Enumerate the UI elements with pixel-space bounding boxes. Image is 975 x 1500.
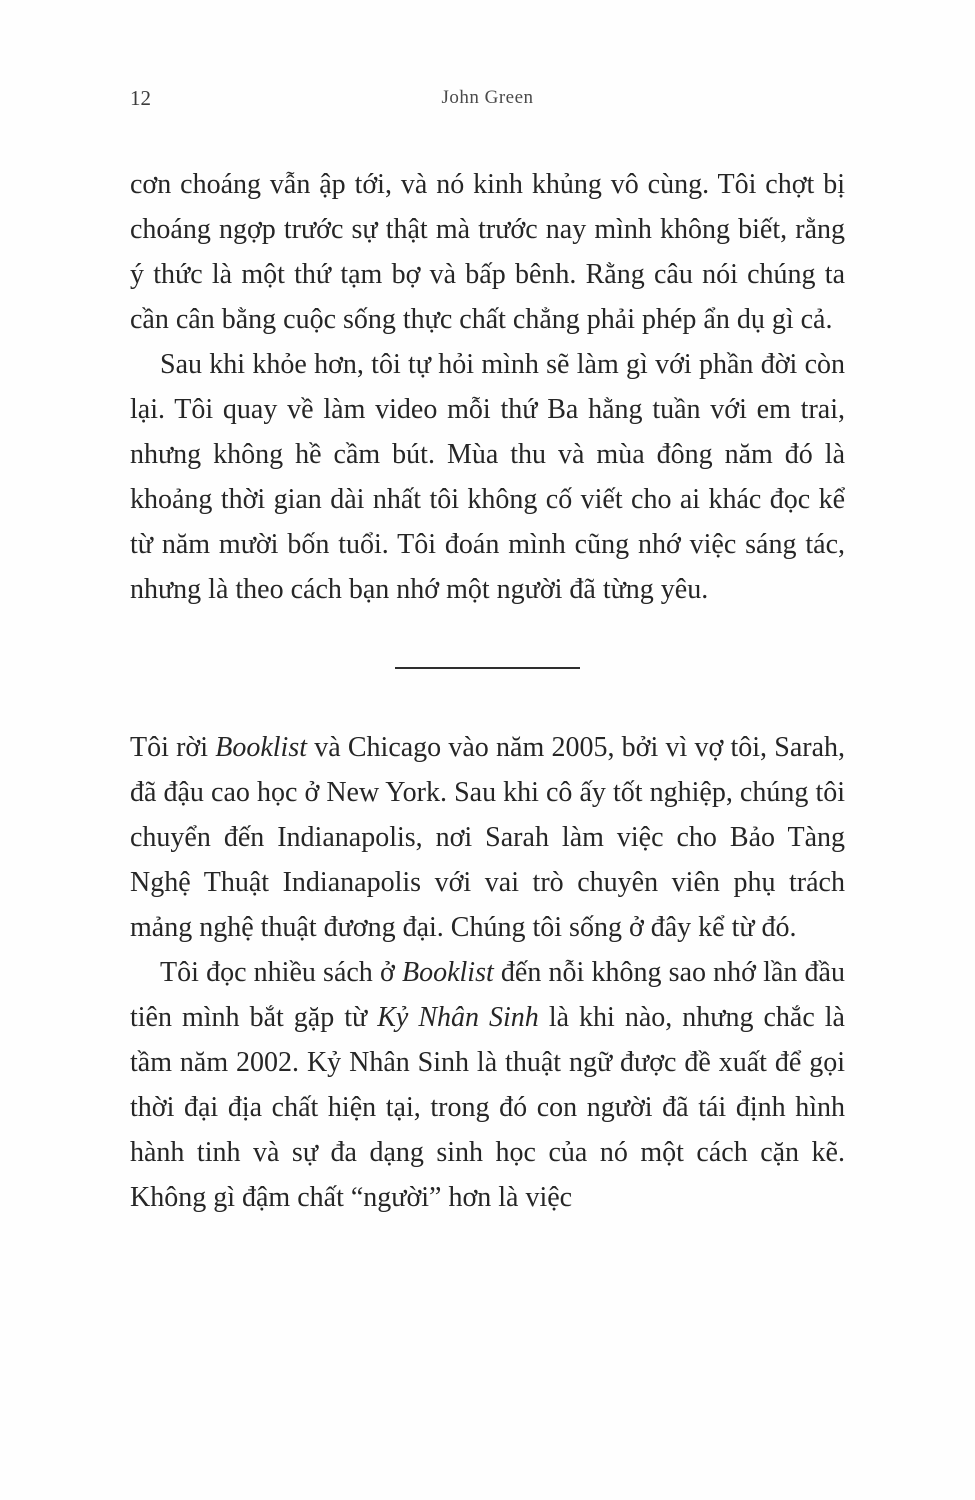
paragraph: [130, 950, 845, 1220]
page-body: [130, 162, 845, 1220]
italic-text-run: Booklist: [215, 732, 307, 763]
text-run: cơn choáng vẫn ập tới, và nó kinh khủng vô cùng. Tôi chợt bị choáng ngợp trước sự thật mà trước nay mình không biết, rằng ý thức là một thứ tạm bợ và bấp bênh. Rằng câu nói chúng ta cần cân bằng cuộc sống thực chất chẳng phải phép ẩn dụ gì cả.: [130, 169, 845, 335]
section-divider: [395, 667, 580, 669]
text-run: là khi nào, nhưng chắc là tầm năm 2002. Kỷ Nhân Sinh là thuật ngữ được đề xuất để gọi thời đại địa chất hiện tại, trong đó con người đã tái định hình hành tinh và sự đa dạng sinh học của nó một cách cặn kẽ. Không gì đậm chất “người” hơn là việc: [130, 1002, 845, 1213]
text-run: Tôi đọc nhiều sách ở: [160, 957, 402, 988]
running-head-title: John Green: [441, 87, 534, 108]
running-header: [130, 86, 845, 116]
paragraph: [130, 162, 845, 342]
text-run: Sau khi khỏe hơn, tôi tự hỏi mình sẽ làm gì với phần đời còn lại. Tôi quay về làm video mỗi thứ Ba hằng tuần với em trai, nhưng không hề cầm bút. Mùa thu và mùa đông năm đó là khoảng thời gian dài nhất tôi không cố viết cho ai khác đọc kể từ năm mười bốn tuổi. Tôi đoán mình cũng nhớ việc sáng tác, nhưng là theo cách bạn nhớ một người đã từng yêu.: [130, 349, 845, 605]
paragraph: [130, 725, 845, 950]
text-run: Tôi rời: [130, 732, 216, 763]
text-run: và Chicago vào năm 2005, bởi vì vợ tôi, Sarah, đã đậu cao học ở New York. Sau khi cô ấy tốt nghiệp, chúng tôi chuyển đến Indianapolis, nơi Sarah làm việc cho Bảo Tàng Nghệ Thuật Indianapolis với vai trò chuyên viên phụ trách mảng nghệ thuật đương đại. Chúng tôi sống ở đây kể từ đó.: [130, 732, 846, 943]
paragraph: [130, 342, 845, 612]
italic-text-run: Kỷ Nhân Sinh: [377, 1002, 539, 1033]
italic-text-run: Booklist: [401, 957, 494, 988]
page-number: 12: [130, 86, 151, 110]
text-run: đến nỗi không sao nhớ lần đầu tiên mình bắt gặp từ: [130, 957, 845, 1033]
